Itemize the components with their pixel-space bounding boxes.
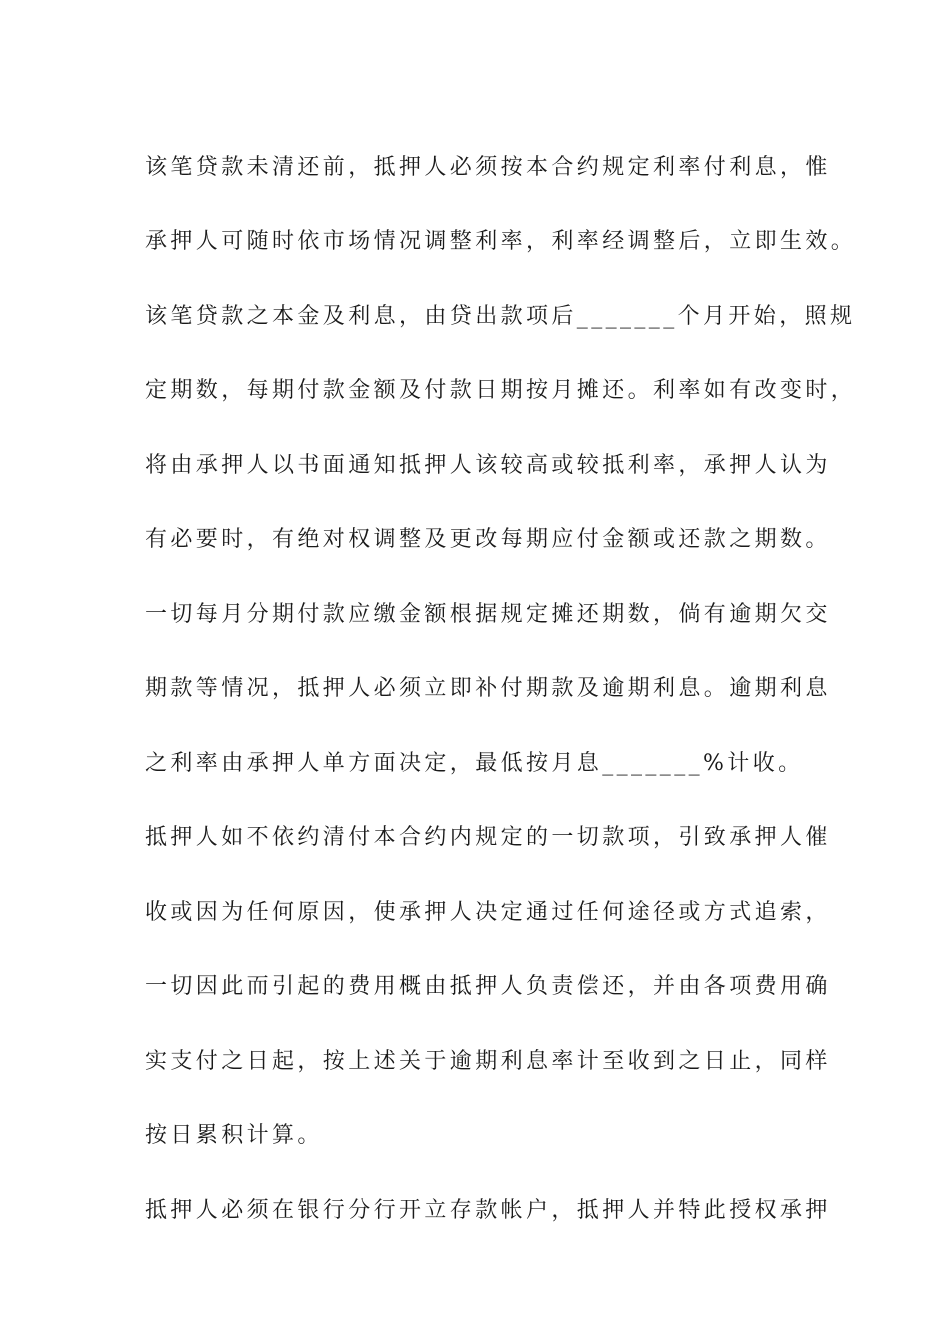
text-line: 抵押人如不依约清付本合约内规定的一切款项，引致承押人催 — [145, 825, 831, 851]
text-line: 该笔贷款之本金及利息，由贷出款项后_______个月开始，照规 — [145, 303, 856, 329]
text-line: 有必要时，有绝对权调整及更改每期应付金额或还款之期数。 — [145, 527, 831, 553]
text-line: 将由承押人以书面通知抵押人该较高或较抵利率，承押人认为 — [145, 452, 831, 478]
document-body — [145, 128, 857, 1246]
text-line: 承押人可随时依市场情况调整利率，利率经调整后，立即生效。 — [145, 229, 857, 255]
text-line: 一切因此而引起的费用概由抵押人负责偿还，并由各项费用确 — [145, 974, 831, 1000]
text-line: 抵押人必须在银行分行开立存款帐户，抵押人并特此授权承押 — [145, 1197, 831, 1223]
text-line: 之利率由承押人单方面决定，最低按月息_______%计收。 — [145, 750, 804, 776]
text-line: 一切每月分期付款应缴金额根据规定摊还期数，倘有逾期欠交 — [145, 601, 831, 627]
text-line: 期款等情况，抵押人必须立即补付期款及逾期利息。逾期利息 — [145, 676, 831, 702]
text-line: 定期数，每期付款金额及付款日期按月摊还。利率如有改变时， — [145, 378, 857, 404]
text-line: 该笔贷款未清还前，抵押人必须按本合约规定利率付利息，惟 — [145, 154, 831, 180]
text-line: 按日累积计算。 — [145, 1123, 323, 1149]
text-line: 实支付之日起，按上述关于逾期利息率计至收到之日止，同样 — [145, 1048, 831, 1074]
text-line: 收或因为任何原因，使承押人决定通过任何途径或方式追索， — [145, 899, 831, 925]
